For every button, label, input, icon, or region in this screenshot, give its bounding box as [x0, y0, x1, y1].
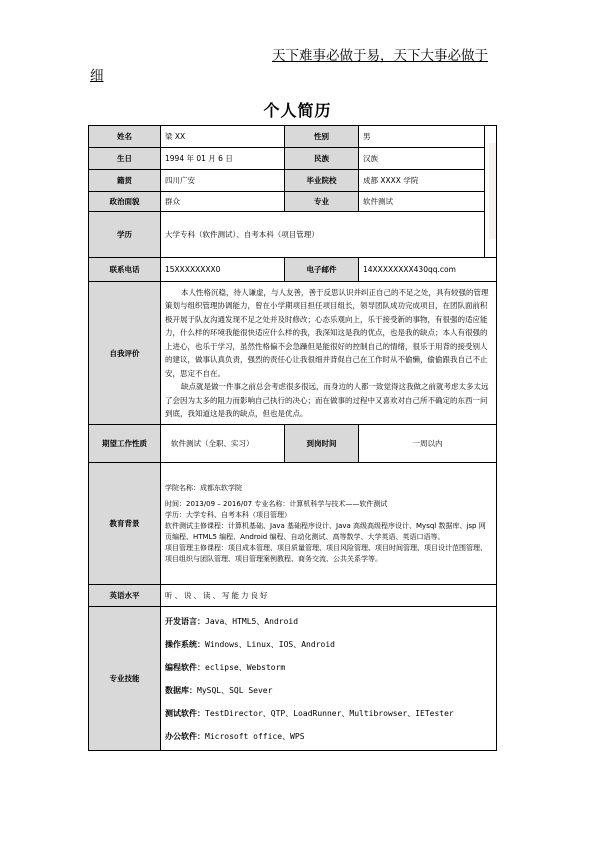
self-eval-para1: 本人性格沉稳，待人谦虚，与人友善，善于反思认识并纠正自己的不足之处，具有较强的管理策划与组织管理协调能力，曾在小学期项目担任项目组长，领导团队成功完成项目，在团队面前积极开展于队友沟通发现不足之处并及时修改；心态乐观向上，乐于接受新的事物，有很强的适应能力，什么样的环境我能很快适应什么样的我，我深知这是我的优点，也是我的缺点；本人有很强的上进心，也乐于学习，虽然性格偏不会急躁但是能很好的控制自己的情绪，很乐于用背的接受别人的建议，做事认真负责，强烈的责任心让我很细并背促自己在工作时从不偷懒，偷偷跟我自己不止安，思定不自在。 — [165, 287, 489, 378]
major-label: 专业 — [285, 192, 359, 212]
row-contact — [89, 258, 497, 282]
skill-line — [165, 702, 492, 725]
skill-category: 操作系统： — [165, 639, 205, 649]
birth-label: 生日 — [89, 148, 161, 170]
row-self-eval — [89, 282, 497, 425]
row-skills — [89, 607, 497, 751]
skill-line — [165, 656, 492, 679]
row-job — [89, 425, 497, 463]
skill-line — [165, 725, 492, 748]
self-eval-text — [161, 282, 497, 425]
row-name — [89, 126, 497, 148]
education-content — [161, 463, 497, 585]
self-eval-label: 自我评价 — [89, 282, 161, 425]
education-label: 教育背景 — [89, 463, 161, 585]
row-education — [89, 463, 497, 585]
name-label: 姓名 — [89, 126, 161, 148]
ethnicity-value: 汉族 — [359, 148, 485, 170]
skills-content — [161, 607, 497, 751]
politics-value: 群众 — [161, 192, 285, 212]
skill-values: Java、HTML5、Android — [205, 616, 299, 626]
name-value: 梁 XX — [161, 126, 285, 148]
row-origin — [89, 170, 497, 192]
child-portrait-photo — [489, 143, 497, 239]
skill-line — [165, 610, 492, 633]
skill-category: 编程软件： — [165, 662, 205, 672]
education-courses-testing: 软件测试主修课程：计算机基础、Java 基础程序设计、Java 高级高级程序设计、Mysql 数据库、jsp 网页编程、HTML5 编程、Android 编程、自动化测试、高等数学、大学英语、英语口语等。 — [165, 521, 486, 541]
degree-value: 大学专科（软件测试）、自考本科（项目管理） — [161, 212, 485, 258]
photo-cell — [485, 126, 497, 258]
school-value: 成都 XXXX 学院 — [359, 170, 485, 192]
motto-line-2: 细 — [90, 68, 104, 84]
arrival-time-label: 到岗时间 — [285, 425, 359, 463]
page-title: 个人简历 — [263, 101, 332, 120]
skill-values: MySQL、SQL Sever — [197, 685, 273, 695]
arrival-time-value: 一周以内 — [359, 425, 497, 463]
skill-category: 数据库： — [165, 685, 197, 695]
phone-value: 15XXXXXXXX0 — [161, 258, 285, 282]
skill-category: 办公软件： — [165, 731, 205, 741]
row-politics — [89, 192, 497, 212]
gender-label: 性别 — [285, 126, 359, 148]
email-label: 电子邮件 — [285, 258, 359, 282]
education-school: 学院名称：成都东软学院 — [165, 483, 242, 492]
skill-values: Windows、Linux、IOS、Android — [205, 639, 335, 649]
school-label: 毕业院校 — [285, 170, 359, 192]
birth-value: 1994 年 01 月 6 日 — [161, 148, 285, 170]
origin-label: 籍贯 — [89, 170, 161, 192]
skill-values: eclipse、Webstorm — [205, 662, 286, 672]
education-degree: 学历：大学专科、自考本科（项目管理） — [165, 510, 291, 519]
phone-label: 联系电话 — [89, 258, 161, 282]
degree-label: 学历 — [89, 212, 161, 258]
resume-table — [88, 125, 497, 751]
row-birth — [89, 148, 497, 170]
education-time: 时间：2013/09 – 2016/07 专业名称：计算机科学与技术——软件测试 — [165, 499, 388, 508]
skill-line — [165, 633, 492, 656]
skills-label: 专业技能 — [89, 607, 161, 751]
row-degree — [89, 212, 497, 258]
motto-line-1: 天下难事必做于易，天下大事必做于 — [272, 48, 488, 64]
education-courses-pm: 项目管理主修课程：项目成本管理、项目质量管理、项目风险管理、项目时间管理、项目设计范围管理、项目组织与团队管理、项目管理案例教程、商务交流、公共关系学等。 — [165, 543, 487, 563]
skill-line — [165, 679, 492, 702]
job-label: 期望工作性质 — [89, 425, 161, 463]
job-value: 软件测试（全职、实习） — [161, 425, 285, 463]
skill-values: Microsoft office、WPS — [205, 731, 305, 741]
english-value: 听、说、读、写能力良好 — [161, 585, 497, 607]
email-value: 14XXXXXXXX430qq.com — [359, 258, 497, 282]
politics-label: 政治面貌 — [89, 192, 161, 212]
ethnicity-label: 民族 — [285, 148, 359, 170]
row-english — [89, 585, 497, 607]
gender-value: 男 — [359, 126, 485, 148]
english-label: 英语水平 — [89, 585, 161, 607]
skill-values: TestDirector、QTP、LoadRunner、Multibrowser、IETester — [205, 708, 454, 718]
skill-category: 测试软件： — [165, 708, 205, 718]
skill-category: 开发语言： — [165, 616, 205, 626]
origin-value: 四川广安 — [161, 170, 285, 192]
major-value: 软件测试 — [359, 192, 485, 212]
self-eval-para2: 缺点就是做一件事之前总会考虑很多很远，而身边的人都一致觉得这我做之前就考虑太多太远了会因为太多的阻力而影响自己执行的决心；而在做事的过程中又喜欢对自己所不确定的东西一问到底，我知道这是我的缺点，但也是优点。 — [165, 382, 489, 418]
